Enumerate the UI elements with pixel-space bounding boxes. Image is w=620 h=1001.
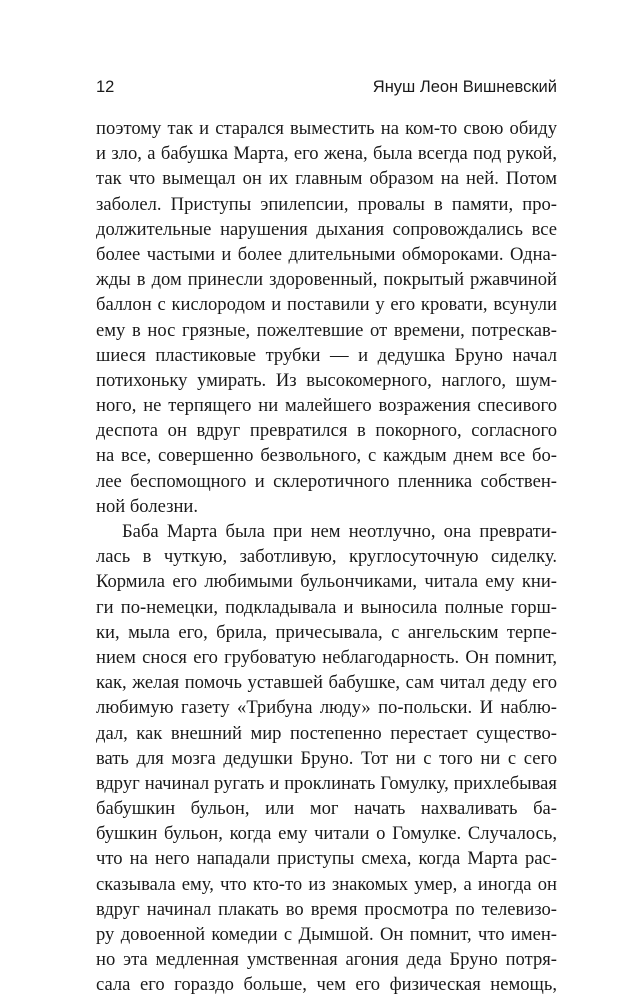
text-line: что на него нападали приступы смеха, когда Марта рас- <box>96 848 557 870</box>
paragraph <box>96 519 557 998</box>
text-line: сала его гораздо больше, чем его физическая немощь, <box>96 974 557 996</box>
running-head-author: Януш Леон Вишневский <box>372 78 557 96</box>
text-line: вать для мозга дедушки Бруно. Тот ни с того ни с сего <box>96 747 557 769</box>
text-line: ного, не терпящего ни малейшего возражения спесивого <box>96 395 557 417</box>
text-line: лась в чуткую, заботливую, круглосуточную сиделку. <box>96 546 557 568</box>
text-line: дал, как внешний мир постепенно перестает существо- <box>96 722 557 744</box>
text-line: бушкин бульон, когда ему читали о Гомулке. Случалось, <box>96 823 557 845</box>
text-line: шиеся пластиковые трубки — и дедушка Бруно начал <box>96 344 557 366</box>
page-number: 12 <box>96 78 115 96</box>
text-line: поэтому так и старался выместить на ком-то свою обиду <box>96 118 557 139</box>
text-line: сказывала ему, что кто-то из знакомых умер, а иногда он <box>96 873 557 895</box>
body-text <box>96 116 557 998</box>
text-line: деспота он вдруг превратился в покорного, согласного <box>96 420 557 442</box>
text-line: баллон с кислородом и поставили у его кровати, всунули <box>96 294 557 316</box>
paragraph <box>96 116 557 519</box>
text-line: потихоньку умирать. Из высокомерного, наглого, шум- <box>96 369 557 391</box>
text-line: должительные нарушения дыхания сопровождались все <box>96 218 557 240</box>
text-line: нием снося его грубоватую неблагодарность. Он помнит, <box>96 646 557 668</box>
text-line: ги по-немецки, подкладывала и выносила полные горш- <box>96 596 557 618</box>
text-line: жды в дом принесли здоровенный, покрытый ржавчиной <box>96 269 557 291</box>
text-line: как, желая помочь уставшей бабушке, сам читал деду его <box>96 672 557 694</box>
text-line: вдруг начинал ругать и проклинать Гомулку, прихлебывая <box>96 772 557 794</box>
text-line: ки, мыла его, брила, причесывала, с ангельским терпе- <box>96 621 557 643</box>
running-head <box>96 76 557 98</box>
text-line: но эта медленная умственная агония деда Бруно потря- <box>96 949 557 971</box>
text-line: ной болезни. <box>96 495 199 517</box>
text-line: Кормила его любимыми бульончиками, читала ему кни- <box>96 571 557 593</box>
text-line: Баба Марта была при нем неотлучно, она преврати- <box>122 521 557 542</box>
text-line: ру довоенной комедии с Дымшой. Он помнит, что имен- <box>96 924 557 945</box>
text-line: так что вымещал он их главным образом на ней. Потом <box>96 168 557 190</box>
text-line: любимую газету «Трибуна люду» по-польски. И наблю- <box>96 697 557 719</box>
text-line: на все, совершенно безвольного, с каждым днем все бо- <box>96 445 557 467</box>
text-line: бабушкин бульон, или мог начать нахваливать ба- <box>96 798 557 820</box>
text-line: и зло, а бабушка Марта, его жена, была всегда под рукой, <box>96 143 557 165</box>
text-line: заболел. Приступы эпилепсии, провалы в памяти, про- <box>96 193 557 215</box>
text-line: ему в нос грязные, пожелтевшие от времени, потрескав- <box>96 319 557 341</box>
text-line: более частыми и более длительными обмороками. Одна- <box>96 243 557 265</box>
text-line: вдруг начинал плакать во время просмотра по телевизо- <box>96 898 557 920</box>
text-line: лее беспомощного и склеротичного пленника собствен- <box>96 470 557 492</box>
